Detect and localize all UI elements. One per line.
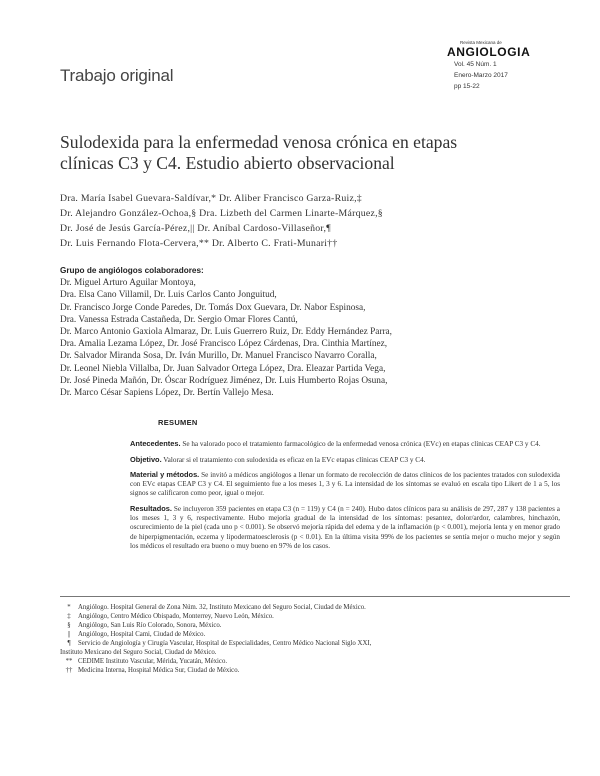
collaborators-block [60,265,550,399]
collaborators-line: Dra. Elsa Cano Villamil, Dr. Luis Carlos Canto Jonguitud, [60,290,277,301]
footnote-mark: ‡ [67,613,71,620]
collaborators-line: Dr. Salvador Miranda Sosa, Dr. Iván Murillo, Dr. Manuel Francisco Navarro Coralla, [60,351,377,362]
title-line: clínicas C3 y C4. Estudio abierto observacional [60,153,395,173]
journal-pages: pp 15-22 [454,83,480,90]
footnote-mark: ¶ [67,640,71,647]
footnote-continuation [60,648,560,657]
abstract-label: Antecedentes. [130,439,181,449]
collaborators-line: Dr. Miguel Arturo Aguilar Montoya, [60,278,196,289]
section-label: Trabajo original [60,66,174,85]
collaborators-line: Dr. Marco Antonio Gaxiola Almaraz, Dr. Luis Guerrero Ruiz, Dr. Eddy Hernández Parra, [60,327,393,338]
collaborators-line: Dra. Vanessa Estrada Castañeda, Dr. Sergio Omar Flores Cantú, [60,314,298,325]
abstract-text: Se invitó a médicos angiólogos a llenar un formato de recolección de datos clínicos de los pacientes tratados con sulodexida con EVc etapas CEAP C3 y C4. El seguimiento fue a los meses 1, 3 y 6. La intensidad de los síntomas se evaluó en escala tipo Likert de 1 a 5, los signos se calificaron como peor, igual o mejor. [130,470,560,498]
footnote-text: Instituto Mexicano del Seguro Social, Ciudad de México. [60,649,217,656]
footnote-text: Angiólogo. Hospital General de Zona Núm. 32, Instituto Mexicano del Seguro Social, Ciudad de México. [78,604,366,611]
journal-subtitle: Revista Mexicana de [460,40,502,45]
abstract [130,418,560,556]
collaborators-line: Dr. José Pineda Mañón, Dr. Óscar Rodríguez Jiménez, Dr. Luis Humberto Rojas Osuna, [60,375,388,386]
footnote [60,639,560,648]
collaborators-line: Dr. Francisco Jorge Conde Paredes, Dr. Tomás Dox Guevara, Dr. Nabor Espinosa, [60,302,366,313]
footnotes [60,603,560,675]
footnote [60,612,560,621]
authors-list [60,191,550,251]
footnote-mark: ** [65,658,73,665]
journal-header [420,40,540,92]
authors-line: Dr. Alejandro González-Ochoa,§ Dra. Lizbeth del Carmen Linarte-Márquez,§ [60,208,383,219]
footnote-text: Angiólogo, San Luis Río Colorado, Sonora, México. [78,622,222,629]
abstract-background [130,439,560,449]
authors-line: Dr. José de Jesús García-Pérez,|| Dr. Aníbal Cardoso-Villaseñor,¶ [60,223,331,234]
abstract-label: Objetivo. [130,454,162,464]
authors-line: Dr. Luis Fernando Flota-Cervera,** Dr. Alberto C. Frati-Munari†† [60,238,338,249]
footnote [60,603,560,612]
collaborators-line: Dr. Leonel Niebla Villalba, Dr. Juan Salvador Ortega López, Dra. Eleazar Partida Vega, [60,363,386,374]
journal-volume: Vol. 45 Núm. 1 [454,61,497,68]
abstract-label: Resultados. [130,503,172,513]
footnote [60,630,560,639]
footnote [60,657,560,666]
abstract-text: Se incluyeron 359 pacientes en etapa C3 (n = 119) y C4 (n = 240). Hubo datos clínicos para su análisis de 297, 287 y 138 pacientes a los meses 1, 3 y 6, respectivamente. Hubo mejoría gradual de la intensidad de los síntomas: pesantez, dolor/ardor, calambres, hinchazón, oscurecimiento de la piel (cada uno p < 0.001). Se observó mejoría rápida del edema y de la inflamación (p < 0.001), mejoría lenta y en menor grado de hiperpigmentación, eczema y lipodermatoesclerosis (p < 0.01). En la última visita 99% de los pacientes se sentía mejor o mucho mejor y según los médicos el resultado era bueno o muy bueno en 97% de los casos. [130,504,560,550]
abstract-methods [130,470,560,499]
collaborators-heading: Grupo de angiólogos colaboradores: [60,266,204,275]
collaborators-line: Dr. Marco César Sapiens López, Dr. Bertín Vallejo Mesa. [60,388,274,399]
footnote-mark: * [67,604,71,611]
abstract-text: Valorar si el tratamiento con sulodexida es eficaz en la EVc etapas clínicas CEAP C3 y C4. [161,455,426,464]
footnote-text: Angiólogo, Centro Médico Obispado, Monterrey, Nuevo León, México. [78,613,274,620]
article-title [60,132,550,174]
footnote-text: Medicina Interna, Hospital Médica Sur, Ciudad de México. [78,667,240,674]
footnote-text: CEDIME Instituto Vascular, Mérida, Yucatán, México. [78,658,228,665]
abstract-title: RESUMEN [158,418,198,427]
title-line: Sulodexida para la enfermedad venosa crónica en etapas [60,132,458,152]
footnote-mark: || [67,631,71,638]
footnote-text: Servicio de Angiología y Cirugía Vascular, Hospital de Especialidades, Centro Médico Nacional Siglo XXI, [78,640,372,647]
abstract-objective [130,455,560,465]
journal-name: ANGIOLOGIA [447,45,531,59]
footnote [60,621,560,630]
authors-line: Dra. María Isabel Guevara-Saldívar,* Dr. Aliber Francisco Garza-Ruiz,‡ [60,193,362,204]
footnote [60,666,560,675]
footnote-mark: †† [65,667,73,674]
footnote-text: Angiólogo, Hospital Cami, Ciudad de México. [78,631,206,638]
journal-period: Enero-Marzo 2017 [454,72,508,79]
footnote-divider [60,596,570,597]
collaborators-line: Dra. Amalia Lezama López, Dr. José Francisco López Cárdenas, Dra. Cinthia Martínez, [60,339,388,350]
abstract-results [130,504,560,551]
footnote-mark: § [67,622,71,629]
abstract-text: Se ha valorado poco el tratamiento farmacológico de la enfermedad venosa crónica (EVc) en etapas clínicas CEAP C3 y C4. [180,440,541,449]
abstract-label: Material y métodos. [130,469,200,479]
